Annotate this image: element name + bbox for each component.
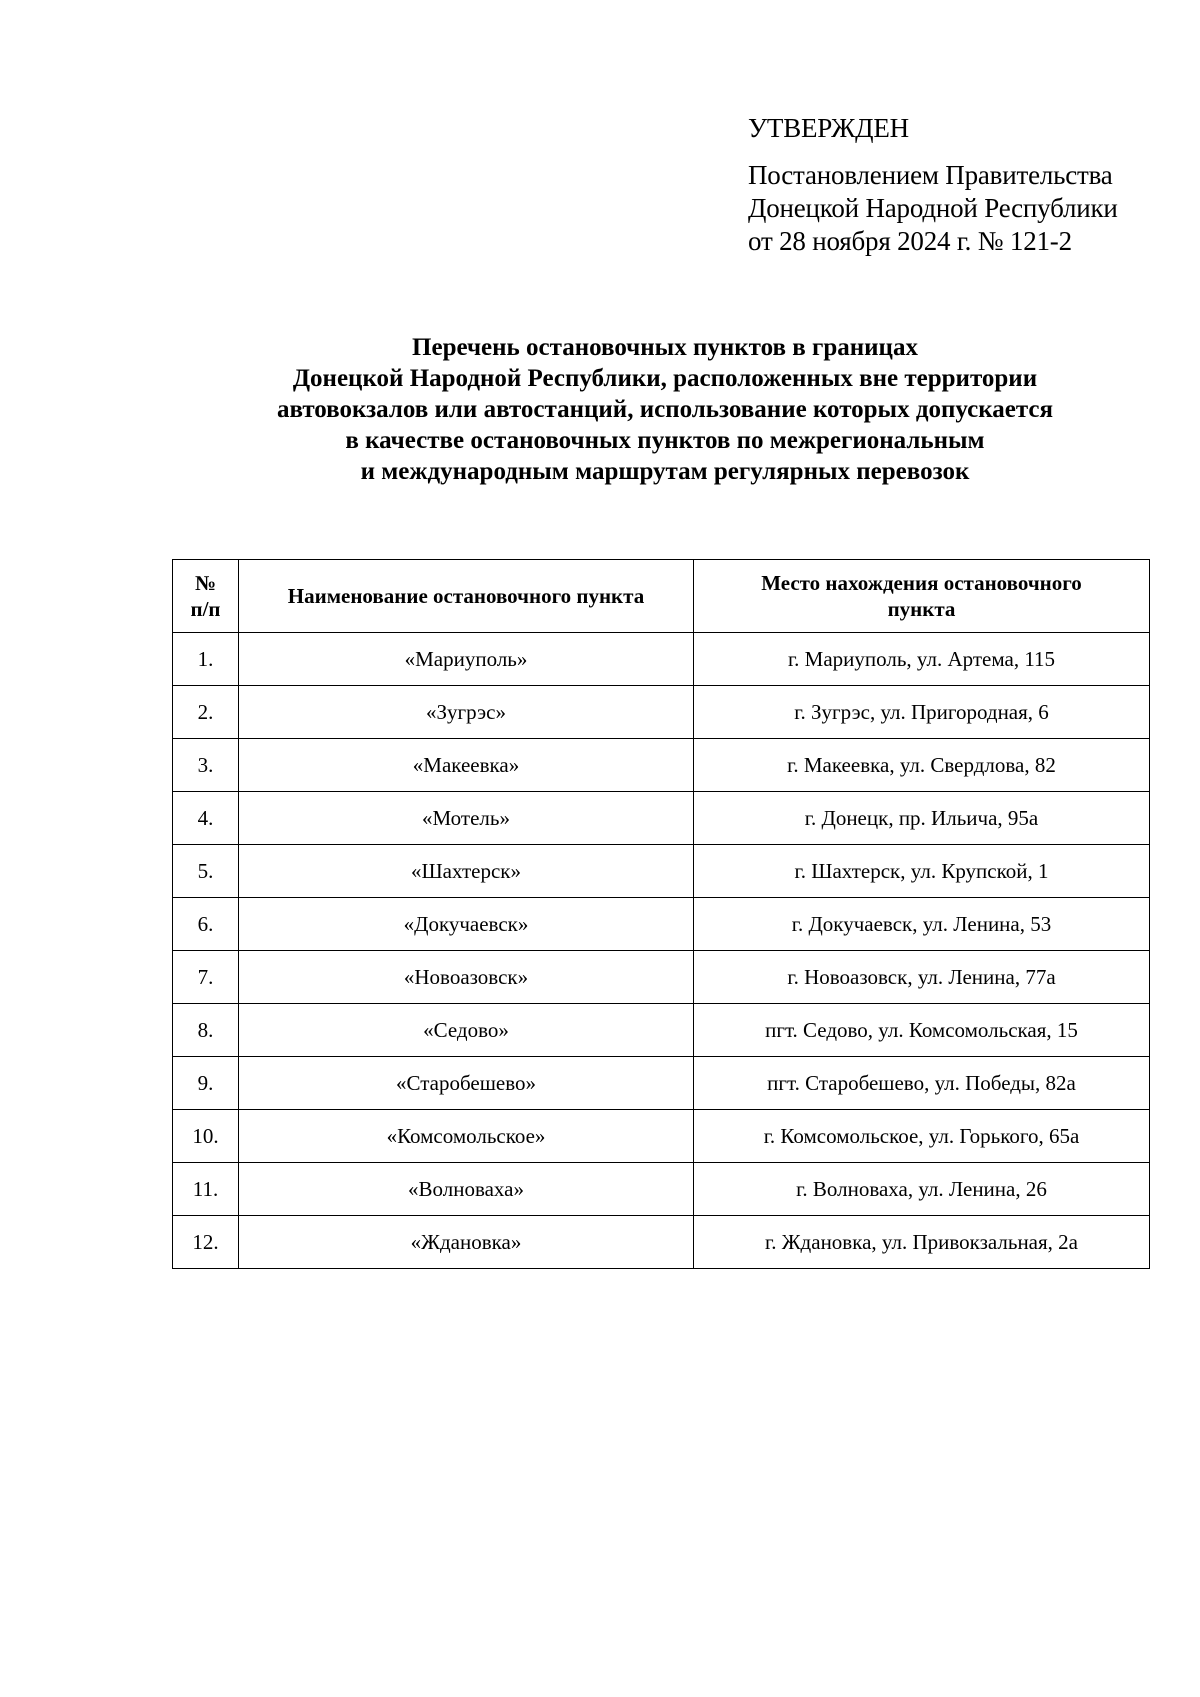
row-number-cell: 7. — [173, 951, 239, 1004]
stop-location-cell: пгт. Старобешево, ул. Победы, 82а — [694, 1057, 1150, 1110]
stops-table — [172, 559, 1150, 1269]
table-row — [173, 633, 1150, 686]
row-number-cell: 11. — [173, 1163, 239, 1216]
row-number-cell: 12. — [173, 1216, 239, 1269]
table-header-row — [173, 560, 1150, 633]
stop-name-cell: «Шахтерск» — [239, 845, 694, 898]
row-number-cell: 1. — [173, 633, 239, 686]
header-num-abbr: п/п — [190, 597, 221, 621]
row-number-cell: 10. — [173, 1110, 239, 1163]
stop-location-cell: г. Макеевка, ул. Свердлова, 82 — [694, 739, 1150, 792]
row-number-cell: 9. — [173, 1057, 239, 1110]
approval-line: Донецкой Народной Республики — [748, 193, 1118, 223]
stop-name-cell: «Новоазовск» — [239, 951, 694, 1004]
stop-location-cell: г. Волноваха, ул. Ленина, 26 — [694, 1163, 1150, 1216]
row-number-cell: 8. — [173, 1004, 239, 1057]
stop-name-cell: «Волноваха» — [239, 1163, 694, 1216]
stop-name-cell: «Мотель» — [239, 792, 694, 845]
stop-location-cell: г. Мариуполь, ул. Артема, 115 — [694, 633, 1150, 686]
stop-location-cell: г. Ждановка, ул. Привокзальная, 2а — [694, 1216, 1150, 1269]
table-row — [173, 1216, 1150, 1269]
row-number-cell: 4. — [173, 792, 239, 845]
document-title — [120, 332, 1200, 487]
table-row — [173, 1110, 1150, 1163]
stop-name-cell: «Старобешево» — [239, 1057, 694, 1110]
stop-name-cell: «Мариуполь» — [239, 633, 694, 686]
header-name: Наименование остановочного пункта — [239, 560, 694, 633]
title-line: в качестве остановочных пунктов по межрегиональным — [345, 427, 985, 454]
stop-name-cell: «Макеевка» — [239, 739, 694, 792]
table-row — [173, 686, 1150, 739]
stop-name-cell: «Ждановка» — [239, 1216, 694, 1269]
table-row — [173, 1057, 1150, 1110]
table-row — [173, 1004, 1150, 1057]
table-row — [173, 792, 1150, 845]
row-number-cell: 2. — [173, 686, 239, 739]
row-number-cell: 3. — [173, 739, 239, 792]
title-line: автовокзалов или автостанций, использование которых допускается — [276, 396, 1054, 423]
stop-location-cell: г. Новоазовск, ул. Ленина, 77а — [694, 951, 1150, 1004]
approval-block — [748, 112, 1118, 258]
stop-location-cell: г. Зугрэс, ул. Пригородная, 6 — [694, 686, 1150, 739]
approval-line: Постановлением Правительства — [748, 160, 1113, 190]
table-row — [173, 845, 1150, 898]
title-line: Донецкой Народной Республики, расположенных вне территории — [292, 365, 1038, 392]
table-row — [173, 898, 1150, 951]
header-num — [173, 560, 239, 633]
header-location — [694, 560, 1150, 633]
header-num-symbol: № — [194, 571, 217, 595]
stop-location-cell: г. Докучаевск, ул. Ленина, 53 — [694, 898, 1150, 951]
stop-name-cell: «Зугрэс» — [239, 686, 694, 739]
stop-location-cell: г. Донецк, пр. Ильича, 95а — [694, 792, 1150, 845]
row-number-cell: 5. — [173, 845, 239, 898]
title-line: и международным маршрутам регулярных перевозок — [360, 458, 970, 485]
approval-stamp: УТВЕРЖДЕН — [748, 113, 909, 143]
stop-location-cell: пгт. Седово, ул. Комсомольская, 15 — [694, 1004, 1150, 1057]
row-number-cell: 6. — [173, 898, 239, 951]
table-row — [173, 739, 1150, 792]
stop-location-cell: г. Комсомольское, ул. Горького, 65а — [694, 1110, 1150, 1163]
approval-date-line: от 28 ноября 2024 г. № 121-2 — [748, 226, 1072, 256]
stop-name-cell: «Комсомольское» — [239, 1110, 694, 1163]
stop-name-cell: «Докучаевск» — [239, 898, 694, 951]
table-row — [173, 1163, 1150, 1216]
table-row — [173, 951, 1150, 1004]
header-location-line: Место нахождения остановочного — [761, 571, 1082, 595]
title-line: Перечень остановочных пунктов в границах — [412, 334, 918, 361]
stop-location-cell: г. Шахтерск, ул. Крупской, 1 — [694, 845, 1150, 898]
stop-name-cell: «Седово» — [239, 1004, 694, 1057]
table-body — [173, 633, 1150, 1269]
header-location-line: пункта — [887, 597, 956, 621]
